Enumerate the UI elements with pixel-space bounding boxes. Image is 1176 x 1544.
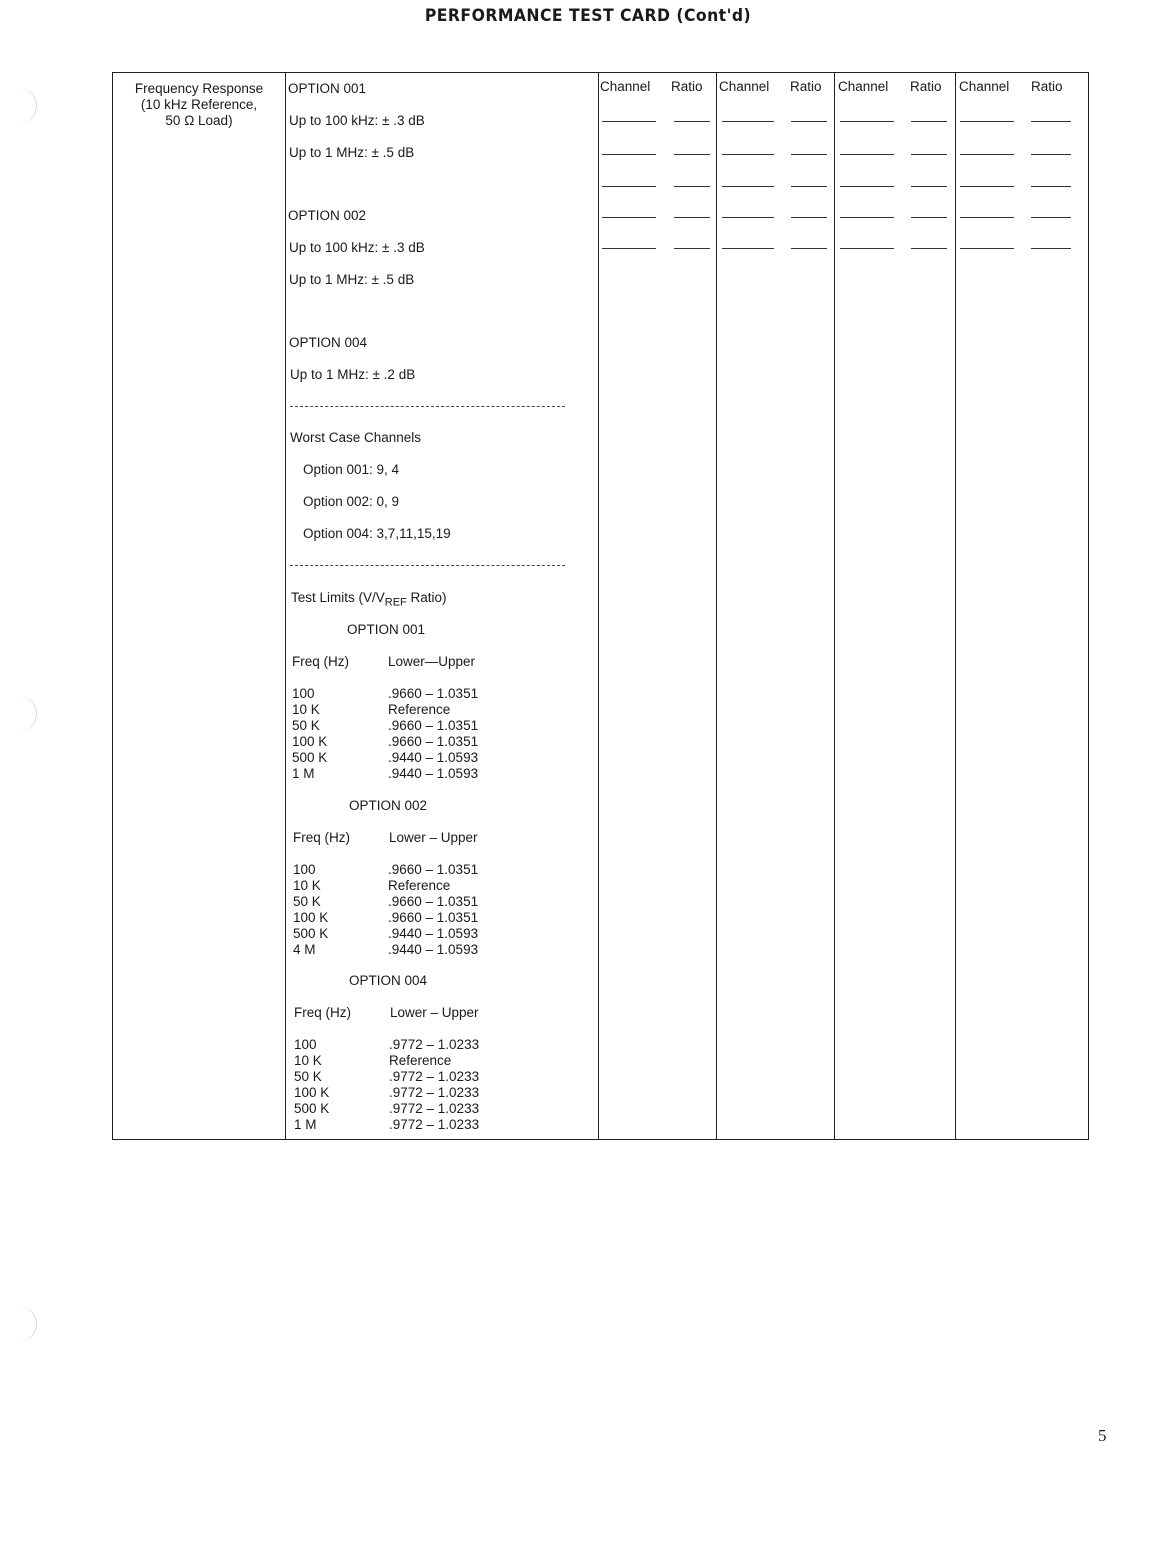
limits-freq-header: Freq (Hz) [294,1005,351,1020]
entry-blank[interactable] [674,248,710,249]
entry-blank[interactable] [674,186,710,187]
entry-blank[interactable] [840,186,894,187]
option-002-title: OPTION 002 [288,208,367,223]
dashed-divider [290,565,565,566]
entry-blank[interactable] [960,248,1014,249]
entry-blank[interactable] [791,186,827,187]
worst-case-option-004: Option 004: 3,7,11,15,19 [303,526,451,541]
column-header-ratio: Ratio [1031,79,1063,94]
entry-blank[interactable] [602,248,656,249]
entry-blank[interactable] [602,217,656,218]
entry-blank[interactable] [722,186,774,187]
option-001-title: OPTION 001 [288,81,367,96]
limits-range-header: Lower—Upper [388,654,476,669]
limits-option-002-freqs: 100 10 K 50 K 100 K 500 K 4 M [293,862,329,957]
entry-blank[interactable] [602,121,656,122]
column-header-channel: Channel [959,79,1010,94]
worst-case-title: Worst Case Channels [290,430,422,445]
entry-blank[interactable] [911,186,947,187]
entry-blank[interactable] [1031,248,1071,249]
entry-blank[interactable] [960,186,1014,187]
entry-blank[interactable] [722,154,774,155]
limits-option-002-ranges: .9660 – 1.0351 Reference .9660 – 1.0351 .9660 – 1.0351 .9440 – 1.0593 .9440 – 1.0593 [388,862,479,957]
column-header-ratio: Ratio [910,79,942,94]
worst-case-option-002: Option 002: 0, 9 [303,494,400,509]
test-card-table [112,72,1089,1140]
column-header-ratio: Ratio [790,79,822,94]
entry-blank[interactable] [791,154,827,155]
entry-blank[interactable] [674,121,710,122]
entry-blank[interactable] [911,121,947,122]
entry-blank[interactable] [911,217,947,218]
entry-blank[interactable] [674,217,710,218]
parameter-label: Frequency Response (10 kHz Reference, 50 Ω Load) [134,81,264,128]
option-002-spec-100khz: Up to 100 kHz: ± .3 dB [289,240,425,255]
page-number: 5 [1098,1426,1107,1445]
entry-blank[interactable] [722,121,774,122]
limits-option-004-freqs: 100 10 K 50 K 100 K 500 K 1 M [294,1037,330,1132]
binder-hole [6,1306,37,1342]
entry-blank[interactable] [840,217,894,218]
option-004-title: OPTION 004 [289,335,368,350]
limits-range-header: Lower – Upper [389,830,478,845]
entry-blank[interactable] [1031,154,1071,155]
column-header-ratio: Ratio [671,79,703,94]
column-divider [598,72,599,1140]
entry-blank[interactable] [791,217,827,218]
test-limits-title: Test Limits ($V/V_{REF}$ Ratio) [291,590,447,609]
entry-blank[interactable] [722,248,774,249]
entry-blank[interactable] [911,154,947,155]
limits-option-001-freqs: 100 10 K 50 K 100 K 500 K 1 M [292,686,328,781]
entry-blank[interactable] [791,248,827,249]
limits-freq-header: Freq (Hz) [292,654,349,669]
worst-case-option-001: Option 001: 9, 4 [303,462,400,477]
entry-blank[interactable] [960,121,1014,122]
entry-blank[interactable] [602,186,656,187]
column-divider [285,72,286,1140]
limits-option-004-title: OPTION 004 [349,973,428,988]
column-divider [716,72,717,1140]
binder-hole [6,696,37,732]
option-004-spec-1mhz: Up to 1 MHz: ± .2 dB [290,367,416,382]
entry-blank[interactable] [840,154,894,155]
entry-blank[interactable] [1031,217,1071,218]
entry-blank[interactable] [722,217,774,218]
column-divider [834,72,835,1140]
entry-blank[interactable] [840,121,894,122]
column-divider [955,72,956,1140]
entry-blank[interactable] [1031,121,1071,122]
entry-blank[interactable] [791,121,827,122]
option-002-spec-1mhz: Up to 1 MHz: ± .5 dB [289,272,415,287]
limits-option-001-title: OPTION 001 [347,622,426,637]
binder-hole [6,88,37,124]
entry-blank[interactable] [840,248,894,249]
column-header-channel: Channel [838,79,889,94]
limits-range-header: Lower – Upper [390,1005,479,1020]
column-header-channel: Channel [719,79,770,94]
option-001-spec-100khz: Up to 100 kHz: ± .3 dB [289,113,425,128]
option-001-spec-1mhz: Up to 1 MHz: ± .5 dB [289,145,415,160]
entry-blank[interactable] [960,217,1014,218]
entry-blank[interactable] [674,154,710,155]
entry-blank[interactable] [1031,186,1071,187]
entry-blank[interactable] [911,248,947,249]
entry-blank[interactable] [602,154,656,155]
limits-freq-header: Freq (Hz) [293,830,350,845]
column-header-channel: Channel [600,79,651,94]
limits-option-002-title: OPTION 002 [349,798,428,813]
limits-option-004-ranges: .9772 – 1.0233 Reference .9772 – 1.0233 .9772 – 1.0233 .9772 – 1.0233 .9772 – 1.0233 [389,1037,480,1132]
entry-blank[interactable] [960,154,1014,155]
dashed-divider [290,406,565,407]
page-title: PERFORMANCE TEST CARD (Cont'd) [424,6,752,26]
limits-option-001-ranges: .9660 – 1.0351 Reference .9660 – 1.0351 .9660 – 1.0351 .9440 – 1.0593 .9440 – 1.0593 [388,686,479,781]
